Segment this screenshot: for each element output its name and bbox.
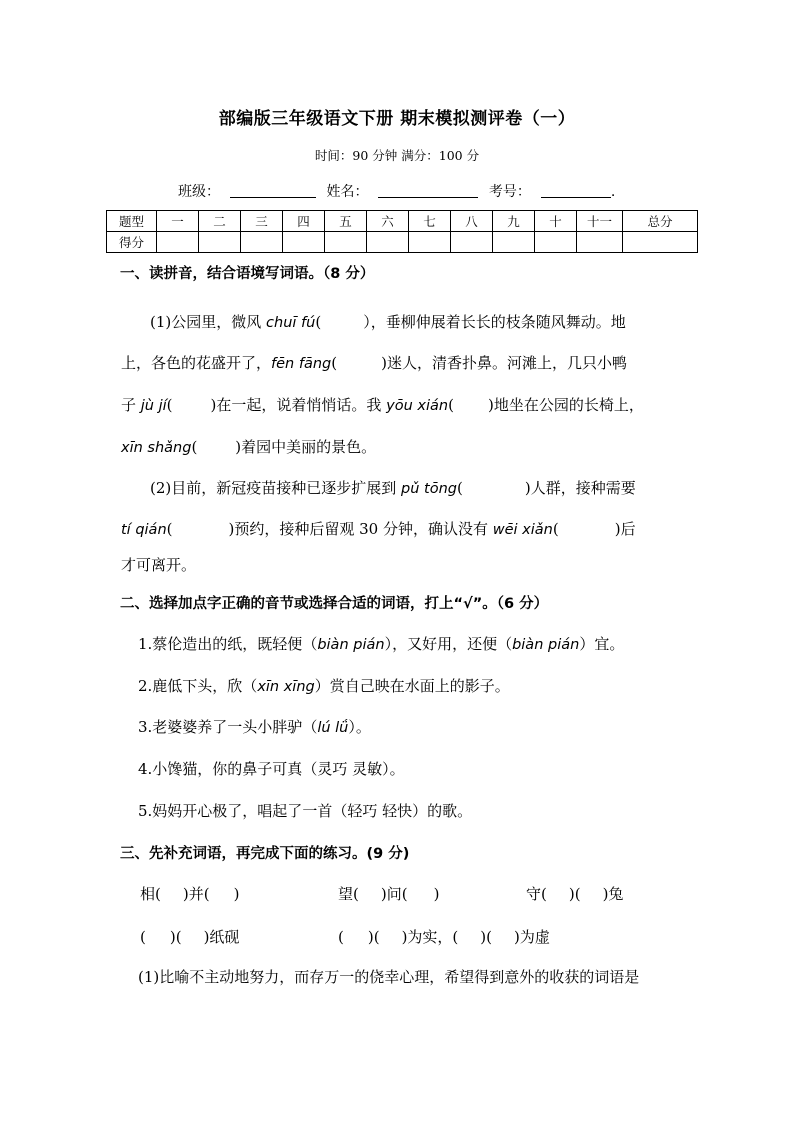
text: )( [480, 928, 493, 946]
text: )( [367, 928, 380, 946]
name-blank[interactable] [378, 183, 478, 198]
info-end: . [610, 184, 616, 200]
pinyin-options[interactable]: lú lǘ [317, 720, 349, 736]
score-cell[interactable] [577, 232, 623, 253]
score-cell[interactable] [493, 232, 535, 253]
text: (1)公园里，微风 [150, 313, 267, 331]
paren: ) [614, 520, 621, 538]
paren: ) [487, 396, 494, 414]
paren: ) [235, 438, 242, 456]
section1-heading: 一、读拼音，结合语境写词语。（8 分） [120, 266, 375, 282]
table-cell: 十一 [577, 211, 623, 232]
table-cell: 二 [199, 211, 241, 232]
paren: ) [228, 520, 235, 538]
section1-line3 [121, 394, 644, 415]
paren: ( [166, 520, 173, 538]
text: )并( [182, 885, 210, 903]
text: 地坐在公园的长椅上， [493, 396, 644, 414]
section2-q3 [138, 716, 371, 737]
text: )纸砚 [203, 928, 240, 946]
section2-q4[interactable]: 4.小馋猫，你的鼻子可真（灵巧 灵敏）。 [138, 760, 405, 778]
score-cell[interactable] [451, 232, 493, 253]
section2-heading: 二、选择加点字正确的音节或选择合适的词语，打上“√”。（6 分） [120, 596, 549, 612]
text: )问( [380, 885, 408, 903]
text: 守( [526, 885, 547, 903]
table-cell: 九 [493, 211, 535, 232]
pinyin: yōu xián [386, 398, 449, 414]
text: )兔 [602, 885, 624, 903]
score-cell[interactable] [409, 232, 451, 253]
text: )( [169, 928, 182, 946]
pinyin: chuī fú [266, 315, 316, 331]
text: ）宜。 [579, 635, 625, 653]
text: ) [233, 885, 240, 903]
text: ），又好用，还便（ [384, 635, 513, 653]
text: 3.老婆婆养了一头小胖驴（ [138, 718, 318, 736]
text: 1.蔡伦造出的纸，既轻便（ [138, 635, 318, 653]
text: ），垂柳伸展着长长的枝条随风舞动。地 [363, 313, 626, 331]
section1-line2 [121, 352, 627, 373]
paren: ) [381, 354, 387, 372]
text: )为实，( [401, 928, 459, 946]
section3-q1: (1)比喻不主动地努力，而存万一的侥幸心理，希望得到意外的收获的词语是 [138, 968, 640, 986]
pinyin-options[interactable]: xīn xīng [257, 679, 315, 695]
text: 相( [140, 885, 161, 903]
exam-subtitle: 时间：90 分钟 满分：100 分 [314, 148, 480, 163]
score-cell[interactable] [325, 232, 367, 253]
text: 上，各色的花盛开了， [121, 354, 272, 372]
section1-line1 [150, 311, 626, 332]
id-label: 考号： [488, 184, 531, 200]
score-cell[interactable] [157, 232, 199, 253]
table-cell: 六 [367, 211, 409, 232]
paren: ( [552, 520, 559, 538]
table-cell: 四 [283, 211, 325, 232]
text: ( [140, 928, 146, 946]
id-blank[interactable] [541, 183, 611, 198]
text: 子 [121, 396, 141, 414]
table-cell: 三 [241, 211, 283, 232]
pinyin-options[interactable]: biàn pián [512, 637, 580, 653]
text: 人群，接种需要 [530, 479, 636, 497]
section3-heading: 三、先补充词语，再完成下面的练习。(9 分) [120, 846, 410, 862]
pinyin: pǔ tōng [401, 481, 457, 497]
table-cell: 得分 [107, 232, 157, 253]
text: 望( [338, 885, 359, 903]
score-table [106, 210, 698, 253]
text: 着园中美丽的景色。 [241, 438, 377, 456]
score-cell[interactable] [367, 232, 409, 253]
section1-line7: 才可离开。 [121, 556, 197, 574]
paren: ) [210, 396, 217, 414]
section3-row1-a [140, 883, 239, 904]
paren: ( [331, 354, 338, 372]
paren: ( [448, 396, 454, 414]
pinyin: jù jí [140, 398, 167, 414]
paren: ( [191, 438, 198, 456]
class-label: 班级： [178, 184, 220, 200]
exam-title: 部编版三年级语文下册 期末模拟测评卷（一） [218, 109, 576, 129]
section2-q2 [138, 675, 510, 696]
section3-row1-c [526, 883, 623, 904]
paren: ( [457, 479, 463, 497]
section2-q1 [138, 633, 624, 654]
score-cell[interactable] [199, 232, 241, 253]
pinyin: xīn shǎng [121, 440, 192, 456]
student-info-line [178, 181, 615, 201]
paren: ( [166, 396, 173, 414]
section3-row1-b [338, 883, 439, 904]
text: ）。 [348, 718, 371, 736]
text: (2)目前，新冠疫苗接种已逐步扩展到 [150, 479, 402, 497]
table-cell: 五 [325, 211, 367, 232]
text: 迷人，清香扑鼻。河滩上，几只小鸭 [386, 354, 627, 372]
section2-q5[interactable]: 5.妈妈开心极了，唱起了一首（轻巧 轻快）的歌。 [138, 802, 473, 820]
table-cell: 题型 [107, 211, 157, 232]
name-label: 姓名： [326, 184, 369, 200]
score-cell[interactable] [241, 232, 283, 253]
paren: ( [315, 313, 322, 331]
section1-line5 [150, 477, 636, 498]
paren: ) [524, 479, 531, 497]
text: ) [433, 885, 440, 903]
text: ）赏自己映在水面上的影子。 [314, 677, 510, 695]
table-cell: 八 [451, 211, 493, 232]
section1-line4 [121, 436, 376, 457]
score-cell[interactable] [623, 232, 698, 253]
score-table-score-row [107, 232, 698, 253]
text: )( [568, 885, 581, 903]
section3-row2-a [140, 926, 239, 947]
section1-line6 [121, 518, 636, 539]
table-cell: 十 [535, 211, 577, 232]
text: 后 [620, 520, 636, 538]
text: 预约，接种后留观 30 分钟，确认没有 [234, 520, 493, 538]
score-cell[interactable] [283, 232, 325, 253]
score-cell[interactable] [535, 232, 577, 253]
pinyin: wēi xiǎn [492, 522, 553, 538]
class-blank[interactable] [230, 183, 316, 198]
text: ( [338, 928, 344, 946]
text: 在一起，说着悄悄话。我 [216, 396, 387, 414]
table-cell: 七 [409, 211, 451, 232]
score-table-header-row [107, 211, 698, 232]
pinyin: fēn fāng [271, 356, 332, 372]
pinyin: tí qián [121, 522, 167, 538]
text: 2.鹿低下头，欣（ [138, 677, 258, 695]
text: )为虚 [514, 928, 550, 946]
table-cell: 总分 [623, 211, 698, 232]
pinyin-options[interactable]: biàn pián [317, 637, 385, 653]
table-cell: 一 [157, 211, 199, 232]
section3-row2-b [338, 926, 550, 947]
